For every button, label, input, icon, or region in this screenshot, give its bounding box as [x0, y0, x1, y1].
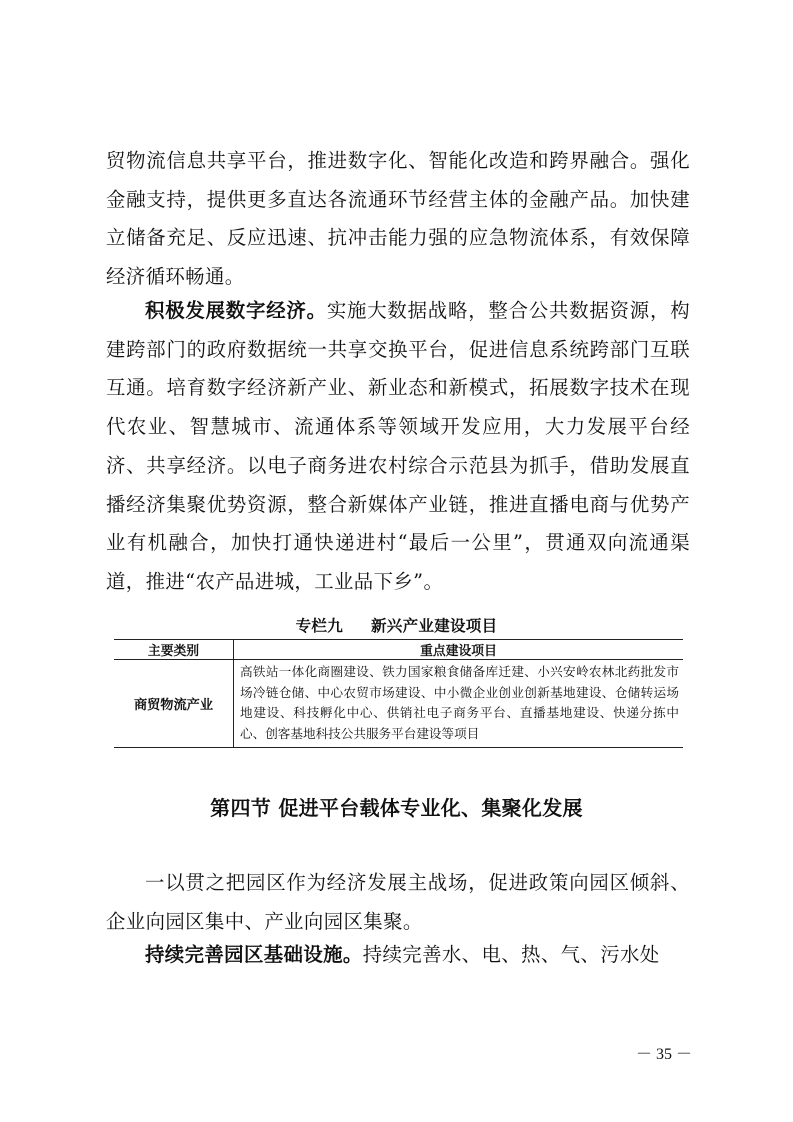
paragraph-lead-heading: 积极发展数字经济。 — [145, 299, 327, 322]
paragraph-body-text: 实施大数据战略，整合公共数据资源，构建跨部门的政府数据统一共享交换平台，促进信息系统跨部门互联互通。培育数字经济新产业、新业态和新模式，拓展数字技术在现代农业、智慧城市、流通体系等领域开发应用，大力发展平台经济、共享经济。以电子商务进农村综合示范县为抓手，借助发展直播经济集聚优势资源，整合新媒体产业链，推进直播电商与优势产业有机融合，加快打通快递进村“最后一公里”，贯通双向流通渠道，推进“农产品进城，工业品下乡”。 — [106, 299, 691, 593]
body-paragraph-logistics: 贸物流信息共享平台，推进数字化、智能化改造和跨界融合。强化金融支持，提供更多直达各流通环节经营主体的金融产品。加快建立储备充足、反应迅速、抗冲击能力强的应急物流体系，有效保障经济循环畅通。 — [106, 149, 690, 289]
paragraph-lead-heading: 持续完善园区基础设施。 — [145, 943, 363, 966]
body-paragraph-digital-economy — [106, 292, 690, 602]
table-header-projects: 重点建设项目 — [234, 640, 684, 660]
table-header-row — [114, 640, 683, 660]
table-cell-projects: 高铁站一体化商圈建设、铁力国家粮食储备库迁建、小兴安岭农林北药批发市场冷链仓储、中心农贸市场建设、中小微企业创业创新基地建设、仓储转运场地建设、科技孵化中心、供销社电子商务平台、直播基地建设、快递分拣中心、创客基地科技公共服务平台建设等项目 — [240, 664, 679, 741]
column-box-label: 专栏九 — [295, 617, 343, 635]
column-box-name: 新兴产业建设项目 — [371, 617, 498, 635]
table-cell-category: 商贸物流产业 — [114, 660, 234, 748]
body-paragraph-infrastructure — [106, 936, 690, 975]
body-paragraph-parks: 一以贯之把园区作为经济发展主战场，促进政策向园区倾斜、企业向园区集中、产业向园区集聚。 — [106, 871, 690, 933]
paragraph-body-text: 持续完善水、电、热、气、污水处 — [362, 943, 660, 966]
table-header-category: 主要类别 — [114, 640, 234, 660]
table-row — [114, 660, 683, 748]
column-box-title — [0, 614, 793, 636]
page-number: － 35 － — [636, 1046, 693, 1063]
section-heading: 第四节 促进平台载体专业化、集聚化发展 — [210, 796, 583, 820]
projects-table — [114, 639, 683, 748]
